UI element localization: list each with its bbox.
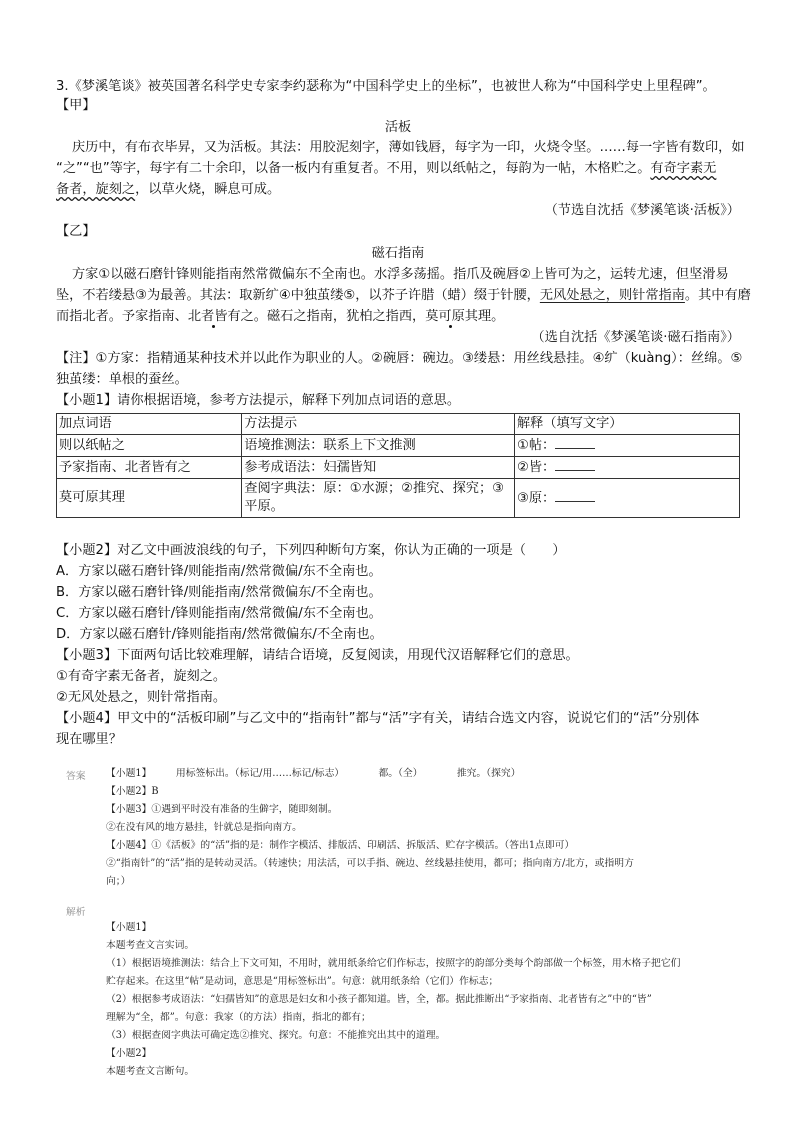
explain-label: ①帖： (517, 438, 556, 453)
q2-option-c: C．方家以磁石磨针/锋则能指南/然常微偏/东不全南也。 (56, 606, 382, 621)
answer-line: 【小题1】 用标签标出。（标记/用……标记/标志） 都。（全） 推究。（探究） (106, 768, 521, 779)
analysis-line: （3）根据查阅字典法可确定选②推究、探究。句意：不能推究出其中的道理。 (106, 1030, 446, 1041)
table-cell-explain (515, 457, 740, 479)
wavy-underlined-text: 有奇字素无 (650, 161, 717, 176)
yi-paragraph-line-3: 而指北者。予家指南、北者皆有之。磁石之指南，犹柏之指西，莫可原其理。 (56, 309, 505, 324)
table-cell-word: 莫可原其理 (57, 479, 242, 518)
table-cell-explain (515, 479, 740, 518)
analysis-line: （1）根据语境推测法：结合上下文可知，不用时，就用纸条给它们作标志，按照字的韵部分类每个韵部做一个标签，用木格子把它们 (106, 958, 681, 969)
table-cell-word: 则以纸帖之 (57, 435, 242, 457)
table-row (57, 457, 740, 479)
emphasis-dot (449, 325, 452, 328)
q3-item-1: ①有奇字素无备者，旋刻之。 (56, 669, 227, 684)
jia-label: 【甲】 (56, 98, 96, 113)
answer-line: 【小题3】①遇到平时没有准备的生僻字，随即刻制。 (106, 804, 338, 815)
jia-paragraph-line-1: 庆历中，有布衣毕昇，又为活板。其法：用胶泥刻字，薄如钱唇，每字为一印，火烧令坚。……每一字皆有数印，如 (72, 140, 745, 155)
yi-source: （选自沈括《梦溪笔谈·磁石指南》） (531, 330, 740, 345)
q2-option-d: D．方家以磁石磨针/锋则能指南/然常微偏东/不全南也。 (56, 627, 383, 642)
table-header-row (57, 414, 740, 435)
q2-option-b: B．方家以磁石磨针锋/则能指南/然常微偏东/不全南也。 (56, 585, 382, 600)
answer-blank[interactable] (555, 458, 595, 471)
q4-prompt-line-1: 【小题4】甲文中的“活板印刷”与乙文中的“指南针”都与“活”字有关，请结合选文内容，说说它们的“活”分别体 (56, 711, 700, 726)
answer-line: 【小题4】①《活板》的“活”指的是：制作字模活、排版活、印刷活、拆版活、贮存字模活。（答出1点即可） (106, 840, 575, 851)
table-cell-explain (515, 435, 740, 457)
answer-line: 向；） (106, 876, 131, 887)
explain-label: ②皆： (517, 460, 556, 475)
table-row (57, 479, 740, 518)
note-line-2: 独茧缕：单根的蚕丝。 (56, 372, 188, 387)
answer-blank[interactable] (555, 489, 595, 502)
underlined-text: 无风处悬之，则针常指南 (539, 288, 685, 303)
yi-text: 。其中有磨 (684, 288, 751, 303)
jia-title: 活板 (384, 120, 412, 135)
table-cell-hint: 参考成语法：妇孺皆知 (242, 457, 515, 479)
q4-prompt-line-2: 现在哪里？ (56, 732, 122, 747)
hint-line: 查阅字典法：原：①水源；②推究、探究；③ (244, 481, 504, 496)
analysis-line: 贮存起来。在这里“帖”是动词，意思是“用标签标出”。句意：就用纸条给（它们）作标志； (106, 976, 499, 987)
yi-title: 磁石指南 (371, 246, 425, 261)
table-header-cell: 方法提示 (242, 414, 515, 435)
hint-line: 平原。 (244, 499, 284, 514)
table-row (57, 435, 740, 457)
jia-text: ，以草火烧，瞬息可成。 (135, 182, 281, 197)
q2-option-a: A．方家以磁石磨针锋/则能指南/然常微偏/东不全南也。 (56, 564, 382, 579)
q3-item-2: ②无风处悬之，则针常指南。 (56, 690, 227, 705)
q2-prompt: 【小题2】对乙文中画波浪线的句子，下列四种断句方案，你认为正确的一项是（ ） (56, 543, 566, 558)
analysis-line: 【小题2】 (106, 1048, 152, 1059)
analysis-line: 本题考查文言实词。 (106, 940, 195, 951)
jia-paragraph-line-3 (56, 181, 280, 199)
q1-prompt: 【小题1】请你根据语境，参考方法提示，解释下列加点词语的意思。 (56, 393, 461, 408)
wavy-underlined-text: 备者，旋刻之 (56, 182, 136, 197)
analysis-line: （2）根据参考成语法：“妇孺皆知”的意思是妇女和小孩子都知道。皆，全，都。据此推断出“予家指南、北者皆有之”中的“皆” (106, 994, 652, 1005)
q3-prompt: 【小题3】下面两句话比较难理解，请结合语境，反复阅读，用现代汉语解释它们的意思。 (56, 648, 579, 663)
yi-label: 【乙】 (56, 224, 96, 239)
emphasis-dot (212, 325, 215, 328)
q1-table (56, 413, 740, 518)
table-cell-hint: 语境推测法：联系上下文推测 (242, 435, 515, 457)
answer-blank[interactable] (555, 436, 595, 449)
jia-source: （节选自沈括《梦溪笔谈·活板》） (544, 203, 740, 218)
jia-text: “之”“也”等字，每字有二十余印，以备一板内有重复者。不用，则以纸帖之，每韵为一帖，木格贮之。 (56, 161, 651, 176)
analysis-line: 理解为“全，都”。句意：我家（的方法）指南，指北的都有； (106, 1012, 371, 1023)
answer-line: ②“指南针”的“活”指的是转动灵活。（转速快；用法活，可以手指、碗边、丝线悬挂使用，都可；指向南方/北方，或指明方 (106, 858, 634, 869)
analysis-line: 【小题1】 (106, 922, 152, 933)
table-header-cell: 解释（填写文字） (515, 414, 740, 435)
answer-label: 答案 (66, 771, 86, 782)
analysis-line: 本题考查文言断句。 (106, 1066, 195, 1077)
table-header-cell: 加点词语 (57, 414, 242, 435)
jia-paragraph-line-2 (56, 160, 716, 178)
yi-text: 坠，不若缕悬③为最善。其法：取新纩④中独茧缕⑤，以芥子许腊（蜡）缀于针腰， (56, 288, 540, 303)
analysis-label: 解析 (66, 907, 86, 918)
explain-label: ③原： (517, 490, 556, 506)
yi-paragraph-line-1: 方家①以磁石磨针锋则能指南然常微偏东不全南也。水浮多荡摇。指爪及碗唇②上皆可为之，运转尤速，但坚滑易 (72, 267, 729, 282)
answer-line: ②在没有风的地方悬挂，针就总是指向南方。 (106, 822, 302, 833)
question-title: 3.《梦溪笔谈》被英国著名科学史专家李约瑟称为“中国科学史上的坐标”，也被世人称为“中国科学史上里程碑”。 (56, 79, 716, 94)
answer-line: 【小题2】B (106, 786, 159, 797)
note-line-1: 【注】①方家：指精通某种技术并以此作为职业的人。②碗唇：碗边。③缕悬：用丝线悬挂。④纩（kuàng）：丝绵。⑤ (56, 351, 743, 366)
table-cell-word: 予家指南、北者皆有之 (57, 457, 242, 479)
table-cell-hint (242, 479, 515, 518)
yi-paragraph-line-2 (56, 287, 751, 305)
